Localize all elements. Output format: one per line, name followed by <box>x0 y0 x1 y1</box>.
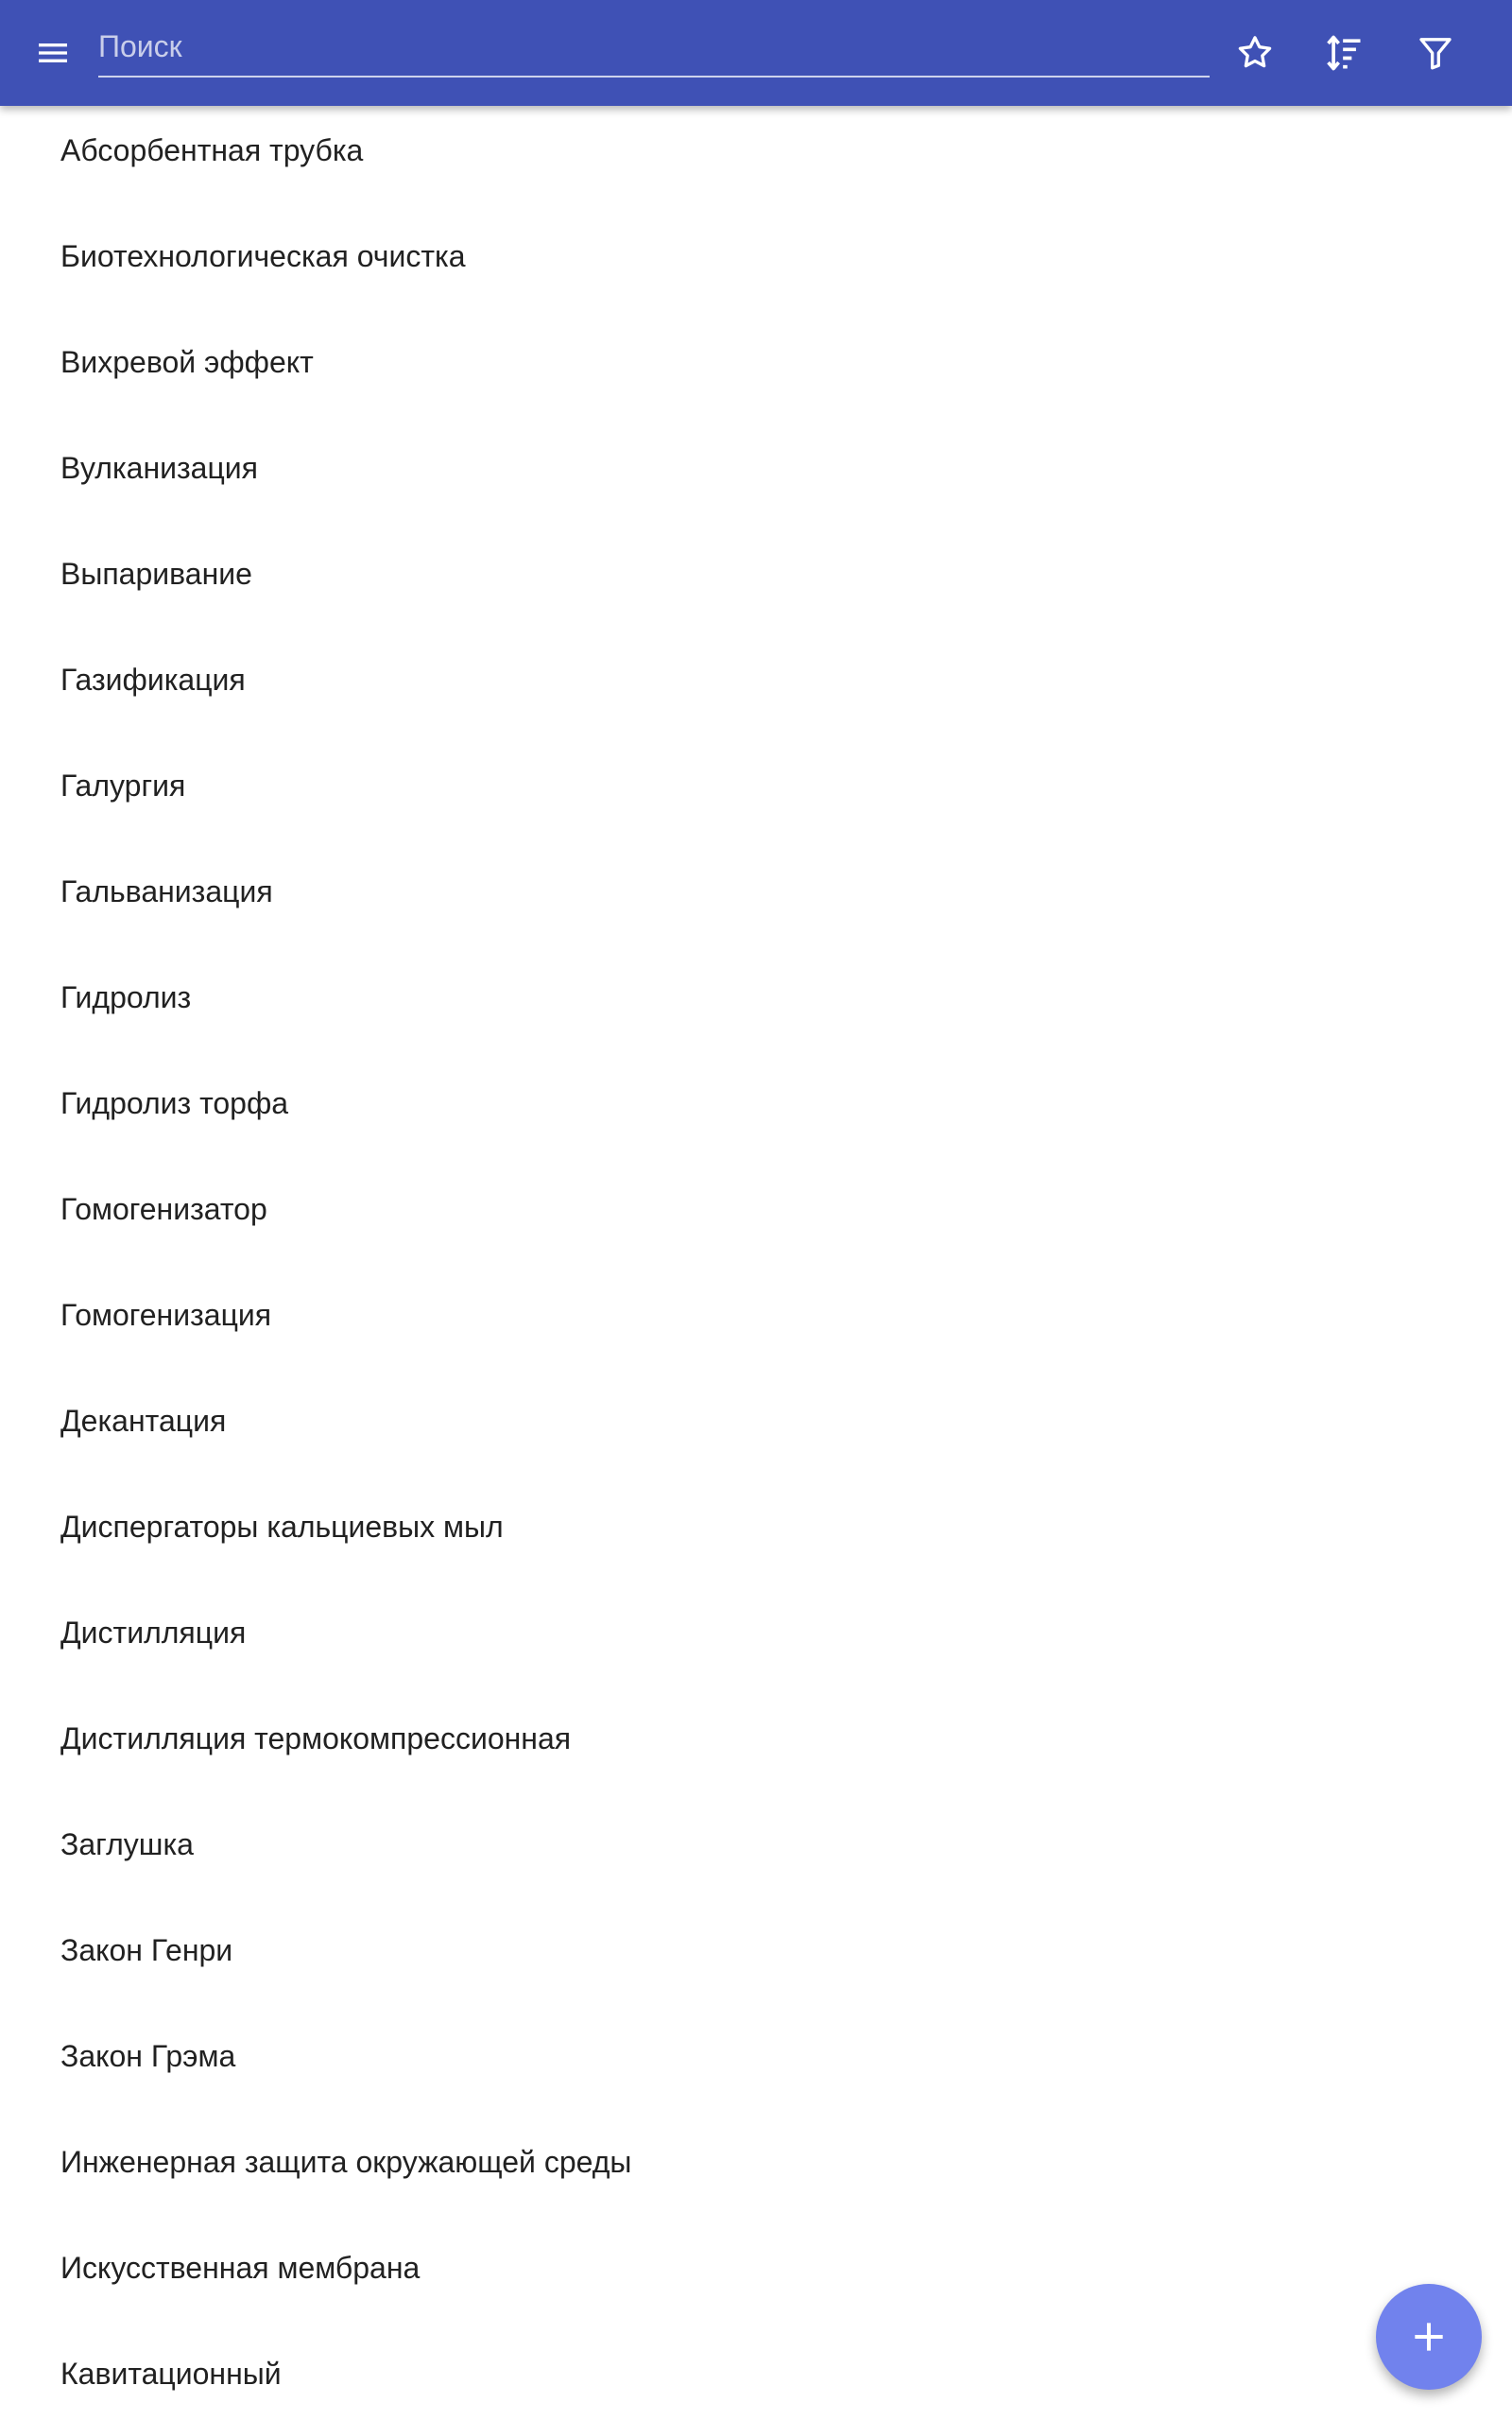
sort-button[interactable] <box>1307 15 1383 91</box>
list-item[interactable]: Гомогенизатор <box>60 1191 267 1226</box>
menu-button[interactable] <box>15 15 91 91</box>
list-item[interactable]: Дистилляция <box>60 1615 247 1650</box>
term-list <box>0 97 1512 2420</box>
top-app-bar <box>0 0 1512 106</box>
list-item[interactable]: Выпаривание <box>60 556 252 591</box>
list-item[interactable]: Инженерная защита окружающей среды <box>60 2144 632 2179</box>
list-item[interactable]: Вихревой эффект <box>60 344 314 379</box>
list-item[interactable]: Газификация <box>60 662 246 697</box>
star-outline-icon <box>1235 33 1275 73</box>
menu-icon <box>34 34 72 72</box>
favorites-button[interactable] <box>1217 15 1293 91</box>
filter-button[interactable] <box>1398 15 1473 91</box>
list-item[interactable]: Гидролиз <box>60 979 192 1014</box>
list-item[interactable]: Гидролиз торфа <box>60 1085 289 1120</box>
list-item[interactable]: Гомогенизация <box>60 1297 272 1332</box>
plus-icon <box>1408 2316 1450 2358</box>
list-item[interactable]: Галургия <box>60 768 186 803</box>
list-item[interactable]: Гальванизация <box>60 873 273 908</box>
list-item[interactable]: Дистилляция термокомпрессионная <box>60 1720 572 1755</box>
list-item[interactable]: Декантация <box>60 1403 227 1438</box>
list-item[interactable]: Закон Грэма <box>60 2038 236 2073</box>
sort-icon <box>1324 32 1366 74</box>
list-item[interactable]: Кавитационный <box>60 2356 282 2391</box>
list-item[interactable]: Биотехнологическая очистка <box>60 238 466 273</box>
add-button[interactable] <box>1376 2284 1482 2390</box>
list-item[interactable]: Абсорбентная трубка <box>60 132 364 167</box>
list-item[interactable]: Искусственная мембрана <box>60 2250 421 2285</box>
list-item[interactable]: Диспергаторы кальциевых мыл <box>60 1509 504 1544</box>
search-input[interactable] <box>98 17 1210 78</box>
list-item[interactable]: Вулканизация <box>60 450 258 485</box>
list-item[interactable]: Закон Генри <box>60 1932 233 1967</box>
list-item[interactable]: Заглушка <box>60 1826 194 1861</box>
filter-icon <box>1417 34 1454 72</box>
